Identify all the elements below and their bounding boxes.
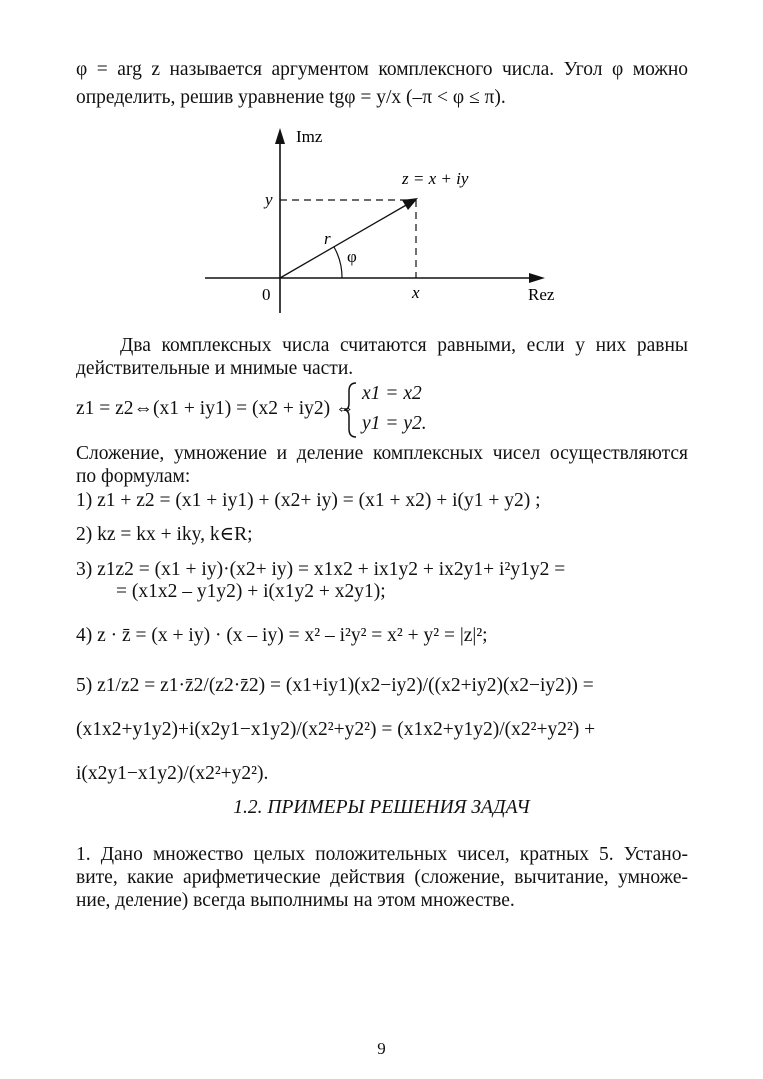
operations-line-2: по формулам:	[76, 466, 191, 487]
intro-line-1: φ = arg z называется аргументом комплексного числа. Угол φ можно	[76, 59, 688, 80]
formula-3b: = (x1x2 – y1y2) + i(x1y2 + x2y1);	[116, 581, 386, 602]
x-axis-arrow-icon	[529, 273, 545, 283]
equality-formula	[76, 397, 354, 421]
r-label: r	[324, 229, 331, 248]
section-heading: 1.2. ПРИМЕРЫ РЕШЕНИЯ ЗАДАЧ	[233, 797, 530, 818]
operations-line-1: Сложение, умножение и деление комплексных чисел осуществляются	[76, 443, 688, 464]
complex-plane-figure	[190, 118, 570, 318]
system-brace	[343, 381, 359, 439]
angle-arc	[334, 247, 342, 278]
phi-label: φ	[347, 247, 357, 266]
formula-1: 1) z1 + z2 = (x1 + iy1) + (x2+ iy) = (x1 + x2) + i(y1 + y2) ;	[76, 490, 541, 511]
formula-3a: 3) z1z2 = (x1 + iy)·(x2+ iy) = x1x2 + ix1y2 + ix2y1+ i²y1y2 =	[76, 559, 566, 580]
formula-5: 5) z1/z2 = z1·z̄2/(z2·z̄2) = (x1+iy1)(x2−iy2)/((x2+iy2)(x2−iy2)) = (x1x2+y1y2)+i(x2y1−x1y2)/(x2²+y2²) = (x1x2+y1y2)/(x2²+y2²) + i(x2y1−x1y2)/(x2²+y2²).	[76, 675, 596, 784]
y-axis-arrow-icon	[275, 128, 285, 144]
brace-icon	[344, 383, 356, 437]
equality-formula-text: z1 = z2⇔(x1 + iy1) = (x2 + iy2) ⇔	[76, 398, 355, 419]
x-label: x	[412, 283, 420, 302]
problem1-line-3: ние, деление) всегда выполнимы на этом множестве.	[76, 890, 515, 911]
problem1-line-2: вите, какие арифметические действия (сложение, вычитание, умноже-	[76, 867, 688, 888]
intro-line-2: определить, решив уравнение tgφ = y/x (–π < φ ≤ π).	[76, 87, 506, 108]
problem1-line-1: 1. Дано множество целых положительных чисел, кратных 5. Устано-	[76, 844, 688, 865]
system-eq-1: x1 = x2	[362, 383, 422, 404]
formula-2: 2) kz = kx + iky, k∈R;	[76, 524, 253, 545]
rez-label: Rez	[528, 285, 555, 304]
page-number: 9	[377, 1039, 386, 1058]
equality-line-1: Два комплексных числа считаются равными, если у них равны	[120, 335, 688, 356]
point-label: z = x + iy	[402, 169, 469, 188]
equality-line-2: действительные и мнимые части.	[76, 358, 354, 379]
formula-4: 4) z · z̄ = (x + iy) · (x – iy) = x² – i²y² = x² + y² = |z|²;	[76, 625, 488, 646]
imz-label: Imz	[296, 127, 323, 146]
system-eq-2: y1 = y2.	[362, 413, 427, 434]
y-label: y	[265, 190, 273, 209]
vector-r	[280, 204, 408, 278]
origin-label: 0	[262, 285, 271, 304]
